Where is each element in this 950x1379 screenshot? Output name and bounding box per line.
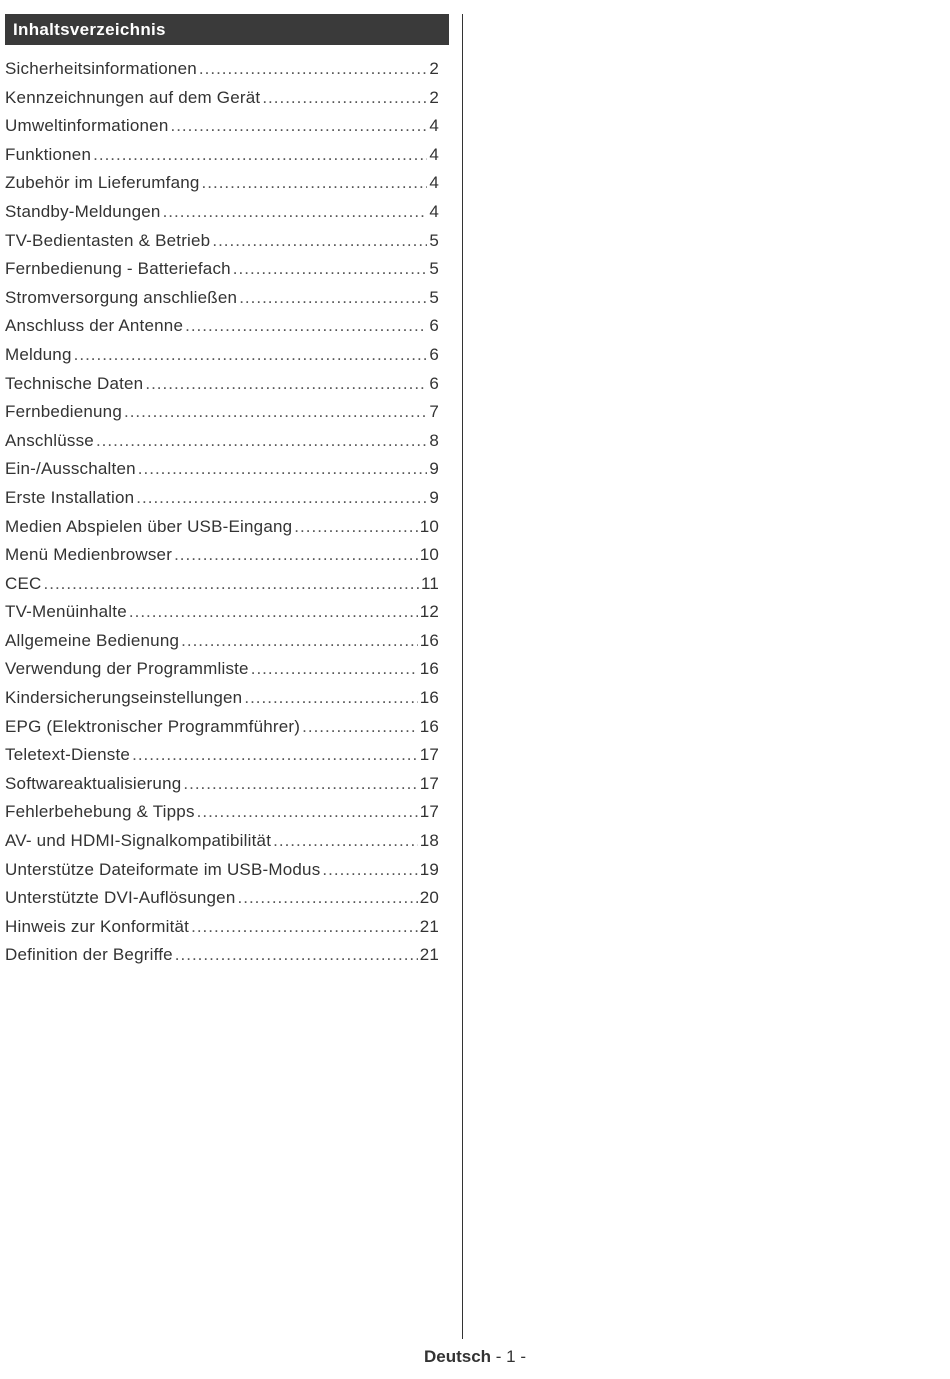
toc-dot-leader (163, 198, 428, 227)
toc-dot-leader (93, 141, 427, 170)
toc-entry-title: TV-Menüinhalte (5, 602, 127, 622)
toc-dot-leader (74, 341, 428, 370)
toc-dot-leader (322, 856, 417, 885)
toc-entry[interactable] (5, 913, 439, 942)
toc-dot-leader (212, 227, 427, 256)
toc-entry-page: 2 (429, 87, 439, 107)
toc-entry-title: Unterstütze Dateiformate im USB-Modus (5, 859, 321, 879)
toc-entry[interactable] (5, 798, 439, 827)
page-footer (0, 1347, 950, 1367)
toc-dot-leader (233, 255, 428, 284)
toc-entry-title: Teletext-Dienste (5, 745, 131, 765)
toc-entry[interactable] (5, 627, 439, 656)
toc-entry-title: Definition der Begriffe (5, 945, 173, 965)
toc-dot-leader (136, 484, 427, 513)
toc-dot-leader (199, 55, 427, 84)
toc-entry-page: 12 (419, 602, 439, 622)
toc-entry[interactable] (5, 398, 439, 427)
toc-entry-page: 10 (419, 545, 439, 565)
toc-entry[interactable] (5, 655, 439, 684)
toc-dot-leader (145, 370, 427, 399)
toc-dot-leader (174, 541, 418, 570)
toc-entry[interactable] (5, 713, 439, 742)
toc-dot-leader (185, 312, 427, 341)
toc-entry-title: Technische Daten (5, 373, 144, 393)
toc-entry-page: 16 (419, 688, 439, 708)
toc-dot-leader (175, 941, 418, 970)
toc-entry[interactable] (5, 941, 439, 970)
toc-entry[interactable] (5, 370, 439, 399)
toc-entry-title: Menü Medienbrowser (5, 545, 173, 565)
toc-entry-title: Umweltinformationen (5, 116, 169, 136)
toc-entry-title: CEC (5, 573, 42, 593)
toc-entry-page: 17 (419, 745, 439, 765)
toc-entry-page: 20 (419, 888, 439, 908)
toc-entry-page: 5 (429, 230, 439, 250)
toc-entry[interactable] (5, 884, 439, 913)
toc-dot-leader (138, 455, 428, 484)
toc-entry[interactable] (5, 770, 439, 799)
toc-entry[interactable] (5, 827, 439, 856)
toc-entry-page: 18 (419, 831, 439, 851)
toc-entry-page: 6 (429, 344, 439, 364)
toc-entry-title: TV-Bedientasten & Betrieb (5, 230, 211, 250)
toc-entry-page: 16 (419, 716, 439, 736)
toc-entry-title: Medien Abspielen über USB-Eingang (5, 516, 293, 536)
toc-entry[interactable] (5, 570, 439, 599)
toc-entry[interactable] (5, 141, 439, 170)
toc-entry-title: Anschluss der Antenne (5, 316, 184, 336)
toc-entry[interactable] (5, 455, 439, 484)
toc-entry[interactable] (5, 55, 439, 84)
toc-dot-leader (202, 169, 428, 198)
toc-entry-title: Fehlerbehebung & Tipps (5, 802, 195, 822)
toc-entry-page: 6 (429, 316, 439, 336)
toc-entry[interactable] (5, 227, 439, 256)
toc-entry-title: Stromversorgung anschließen (5, 287, 238, 307)
table-of-contents (5, 14, 449, 970)
toc-dot-leader (244, 684, 417, 713)
toc-dot-leader (129, 598, 418, 627)
toc-dot-leader (44, 570, 419, 599)
footer-language: Deutsch (423, 1347, 492, 1366)
toc-dot-leader (302, 713, 418, 742)
toc-entry[interactable] (5, 541, 439, 570)
toc-dot-leader (262, 84, 427, 113)
toc-dot-leader (294, 513, 417, 542)
toc-entry[interactable] (5, 84, 439, 113)
toc-entry-title: EPG (Elektronischer Programmführer) (5, 716, 301, 736)
toc-entry-page: 21 (419, 916, 439, 936)
toc-entry-page: 19 (419, 859, 439, 879)
toc-entry-page: 4 (429, 144, 439, 164)
toc-entry-title: Sicherheitsinformationen (5, 59, 197, 78)
toc-entry-title: Fernbedienung - Batteriefach (5, 259, 231, 279)
toc-entry[interactable] (5, 856, 439, 885)
toc-dot-leader (124, 398, 427, 427)
toc-entry[interactable] (5, 484, 439, 513)
toc-entry-page: 4 (429, 173, 439, 193)
toc-entry-title: Hinweis zur Konformität (5, 916, 190, 936)
toc-entry-title: Meldung (5, 344, 72, 364)
toc-entry-page: 21 (419, 945, 439, 965)
toc-entry[interactable] (5, 513, 439, 542)
toc-dot-leader (273, 827, 418, 856)
toc-entry-page: 9 (429, 459, 439, 479)
toc-entry-title: Anschlüsse (5, 430, 94, 450)
toc-dot-leader (238, 884, 418, 913)
toc-entry-page: 16 (419, 659, 439, 679)
toc-entry-page: 5 (429, 259, 439, 279)
toc-dot-leader (96, 427, 427, 456)
toc-entry-title: AV- und HDMI-Signalkompatibilität (5, 831, 272, 851)
toc-entry[interactable] (5, 284, 439, 313)
toc-entry-title: Zubehör im Lieferumfang (5, 173, 200, 193)
toc-entry-title: Standby-Meldungen (5, 201, 161, 221)
toc-entry-title: Kennzeichnungen auf dem Gerät (5, 87, 261, 107)
toc-entry[interactable] (5, 255, 439, 284)
toc-entry-title: Verwendung der Programmliste (5, 659, 249, 679)
toc-entry-title: Unterstützte DVI-Auflösungen (5, 888, 236, 908)
toc-dot-leader (251, 655, 418, 684)
toc-entry-page: 6 (429, 373, 439, 393)
column-divider (462, 14, 463, 1339)
toc-entry-page: 10 (419, 516, 439, 536)
toc-entry[interactable] (5, 112, 439, 141)
toc-dot-leader (183, 770, 417, 799)
footer-page-number: - 1 - (491, 1347, 527, 1366)
toc-entry-page: 11 (420, 573, 439, 593)
toc-list (5, 55, 439, 970)
toc-entry-title: Erste Installation (5, 487, 135, 507)
toc-entry-title: Allgemeine Bedienung (5, 630, 180, 650)
toc-entry[interactable] (5, 427, 439, 456)
toc-entry-page: 4 (429, 116, 439, 136)
toc-dot-leader (191, 913, 418, 942)
toc-dot-leader (197, 798, 418, 827)
toc-entry-page: 17 (419, 802, 439, 822)
toc-entry-page: 17 (419, 773, 439, 793)
toc-entry-page: 5 (429, 287, 439, 307)
toc-entry-title: Funktionen (5, 144, 92, 164)
toc-entry-title: Ein-/Ausschalten (5, 459, 136, 479)
toc-entry-page: 9 (429, 487, 439, 507)
toc-dot-leader (170, 112, 427, 141)
toc-entry[interactable] (5, 741, 439, 770)
toc-entry-page: 16 (419, 630, 439, 650)
toc-entry-title: Softwareaktualisierung (5, 773, 182, 793)
toc-dot-leader (132, 741, 418, 770)
toc-entry[interactable] (5, 312, 439, 341)
toc-entry[interactable] (5, 598, 439, 627)
toc-entry-title: Kindersicherungseinstellungen (5, 688, 243, 708)
toc-entry[interactable] (5, 684, 439, 713)
toc-dot-leader (181, 627, 418, 656)
toc-entry-page: 4 (429, 201, 439, 221)
toc-entry-page: 8 (429, 430, 439, 450)
toc-heading: Inhaltsverzeichnis (5, 14, 449, 45)
toc-entry-title: Fernbedienung (5, 402, 122, 422)
toc-entry-page: 2 (429, 59, 439, 78)
toc-entry[interactable] (5, 169, 439, 198)
toc-dot-leader (239, 284, 427, 313)
toc-entry[interactable] (5, 341, 439, 370)
toc-entry-page: 7 (429, 402, 439, 422)
toc-entry[interactable] (5, 198, 439, 227)
